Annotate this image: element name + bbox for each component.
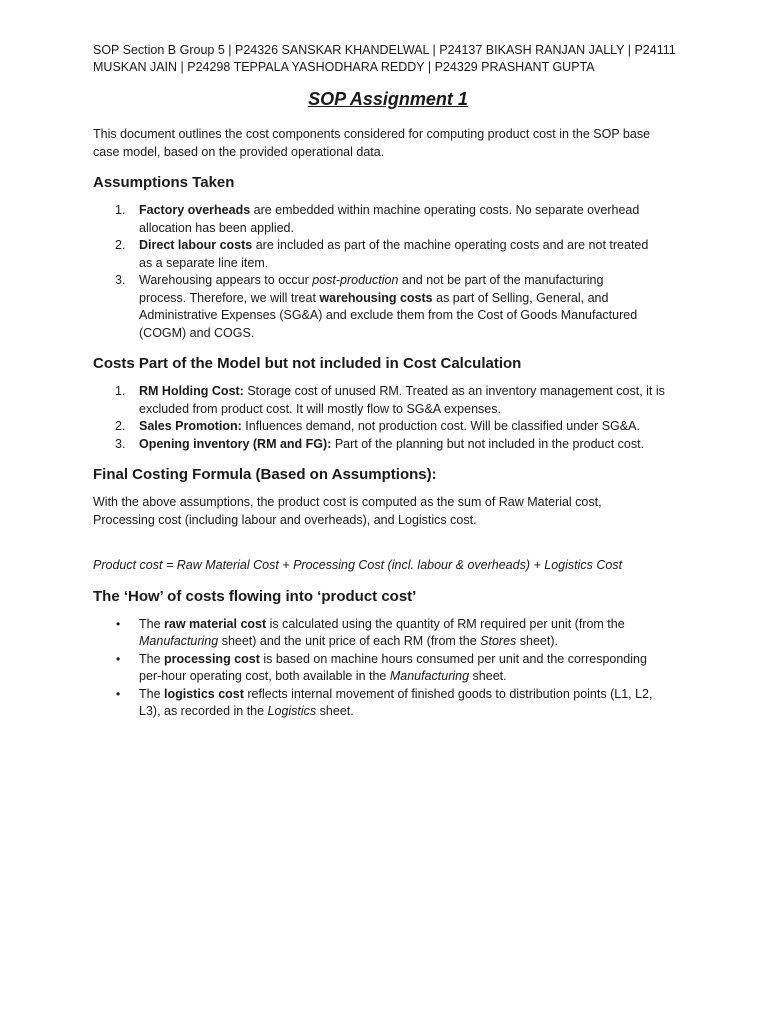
- list-item: [93, 237, 683, 272]
- list-item: [93, 651, 683, 686]
- bold-term: processing cost: [164, 651, 260, 666]
- bold-term: Direct labour costs: [139, 238, 253, 252]
- costing-formula-heading: Final Costing Formula (Based on Assumptions):: [93, 466, 437, 483]
- item-text: per-hour operating cost, both available in the: [139, 669, 390, 683]
- product-cost-formula: Product cost = Raw Material Cost + Processing Cost (incl. labour & overheads) + Logistics Cost: [93, 558, 623, 572]
- list-item: [93, 418, 683, 436]
- italic-term: Stores: [480, 634, 517, 648]
- bullet-icon: •: [116, 686, 121, 701]
- italic-term: Manufacturing: [389, 669, 470, 683]
- item-text: Storage cost of unused RM. Treated as an inventory management cost, it is: [243, 384, 665, 398]
- assumptions-list: [93, 202, 683, 342]
- item-text: Warehousing appears to occur: [139, 273, 313, 287]
- list-item: [93, 272, 683, 342]
- document-title: SOP Assignment 1: [308, 89, 468, 109]
- excluded-costs-list: [93, 383, 683, 453]
- item-text: Administrative Expenses (SG&A) and exclude them from the Cost of Goods Manufactured: [139, 308, 638, 322]
- formula-intro-paragraph: [93, 494, 683, 529]
- italic-term: Logistics: [267, 704, 317, 718]
- bold-term: Sales Promotion:: [139, 419, 242, 433]
- item-text: sheet.: [469, 669, 507, 683]
- item-text: sheet.: [316, 704, 354, 718]
- group-header-line-1: SOP Section B Group 5 | P24326 SANSKAR KHANDELWAL | P24137 BIKASH RANJAN JALLY | P24111: [93, 43, 676, 57]
- intro-line: case model, based on the provided operational data.: [93, 144, 385, 159]
- list-number: 2.: [115, 238, 126, 252]
- list-item: [93, 686, 683, 721]
- item-text: excluded from product cost. It will mostly flow to SG&A expenses.: [139, 401, 501, 416]
- bold-term: logistics cost: [164, 686, 244, 701]
- bold-term: Opening inventory (RM and FG):: [139, 436, 332, 451]
- assumptions-heading: Assumptions Taken: [93, 174, 235, 191]
- item-text: is calculated using the quantity of RM required per unit (from the: [266, 616, 625, 631]
- item-text: as a separate line item.: [139, 255, 269, 270]
- how-costs-flow-heading: The ‘How’ of costs flowing into ‘product cost’: [93, 587, 417, 605]
- bold-term: warehousing costs: [319, 290, 433, 305]
- item-text: as part of Selling, General, and: [432, 290, 609, 305]
- item-text: Part of the planning but not included in the product cost.: [331, 436, 645, 451]
- italic-term: Manufacturing: [139, 634, 219, 648]
- item-text: The: [139, 686, 165, 701]
- list-item: [93, 383, 683, 418]
- item-text: sheet).: [516, 634, 558, 648]
- intro-line: This document outlines the cost components considered for computing product cost in the SOP base: [93, 127, 651, 141]
- list-number: 2.: [115, 419, 126, 433]
- item-text: reflects internal movement of finished goods to distribution points (L1, L2,: [243, 686, 653, 701]
- item-text: process. Therefore, we will treat: [139, 290, 320, 305]
- item-text: L3), as recorded in the: [139, 704, 268, 718]
- bullet-icon: •: [116, 616, 121, 631]
- list-item: [93, 616, 683, 651]
- item-text: Influences demand, not production cost. Will be classified under SG&A.: [241, 419, 640, 433]
- bold-term: Factory overheads: [139, 203, 251, 217]
- italic-term: post-production: [312, 273, 399, 287]
- item-text: sheet) and the unit price of each RM (from the: [218, 634, 481, 648]
- item-text: The: [139, 616, 165, 631]
- paragraph-line: Processing cost (including labour and overheads), and Logistics cost.: [93, 512, 477, 527]
- item-text: are included as part of the machine operating costs and are not treated: [252, 238, 649, 252]
- list-item: [93, 202, 683, 237]
- bold-term: RM Holding Cost:: [139, 384, 244, 398]
- paragraph-line: With the above assumptions, the product cost is computed as the sum of Raw Material cost,: [93, 495, 602, 509]
- document-page: [93, 42, 683, 721]
- item-text: The: [139, 651, 165, 666]
- item-text: and not be part of the manufacturing: [398, 273, 604, 287]
- item-text: allocation has been applied.: [139, 220, 294, 235]
- bullet-icon: •: [116, 651, 121, 666]
- how-costs-list: [93, 616, 683, 721]
- item-text: is based on machine hours consumed per unit and the corresponding: [259, 651, 647, 666]
- bold-term: raw material cost: [164, 616, 267, 631]
- list-number: 3.: [115, 273, 126, 287]
- item-text: are embedded within machine operating costs. No separate overhead: [250, 203, 640, 217]
- intro-paragraph: [93, 126, 683, 161]
- excluded-costs-heading: Costs Part of the Model but not included in Cost Calculation: [93, 355, 522, 372]
- list-number: 3.: [115, 436, 126, 451]
- list-number: 1.: [115, 384, 126, 398]
- list-item: [93, 436, 683, 454]
- list-number: 1.: [115, 203, 126, 217]
- item-text: (COGM) and COGS.: [139, 325, 255, 340]
- group-header-line-2: MUSKAN JAIN | P24298 TEPPALA YASHODHARA REDDY | P24329 PRASHANT GUPTA: [93, 60, 595, 74]
